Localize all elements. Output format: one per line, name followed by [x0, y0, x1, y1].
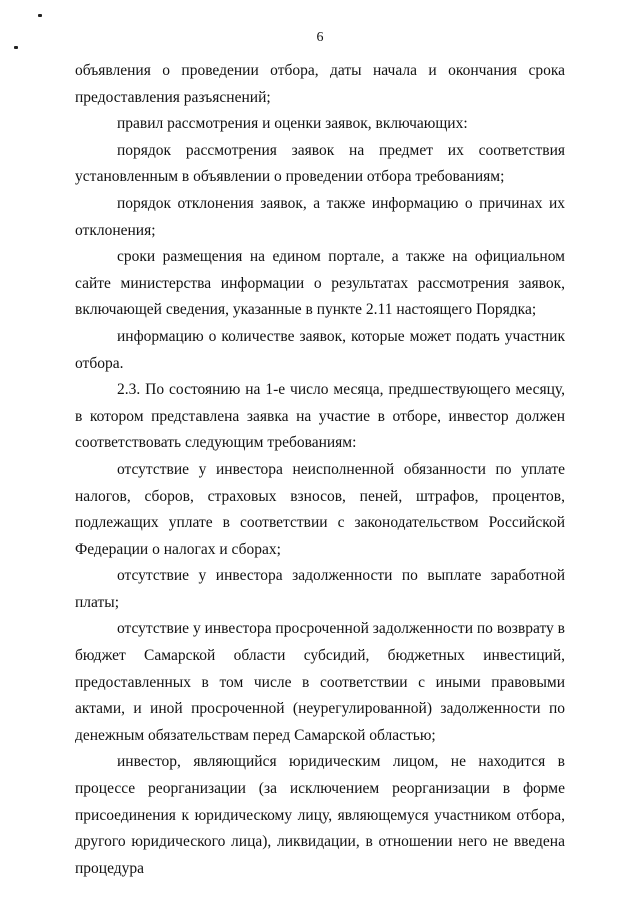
- scan-speck: [38, 14, 42, 17]
- paragraph: отсутствие у инвестора неисполненной обязанности по уплате налогов, сборов, страховых взносов, пеней, штрафов, процентов, подлежащих уплате в соответствии с законодательством Российской Федерации о налогах и сборах;: [75, 460, 565, 558]
- paragraph: отсутствие у инвестора задолженности по выплате заработной платы;: [75, 567, 565, 611]
- paragraph: правил рассмотрения и оценки заявок, включающих:: [117, 115, 468, 133]
- section-2-3-paragraph: 2.3. По состоянию на 1-е число месяца, предшествующего месяцу, в котором представлена заявка на участие в отборе, инвестор должен соответствовать следующим требованиям:: [75, 381, 565, 452]
- paragraph: порядок рассмотрения заявок на предмет их соответствия установленным в объявлении о проведении отбора требованиям;: [75, 141, 565, 186]
- paragraph: порядок отклонения заявок, а также информацию о причинах их отклонения;: [75, 194, 565, 239]
- document-body: [75, 58, 565, 882]
- paragraph: объявления о проведении отбора, даты начала и окончания срока предоставления разъяснений;: [75, 62, 565, 106]
- paragraph: информацию о количестве заявок, которые может подать участник отбора.: [75, 327, 565, 372]
- scan-speck: [14, 46, 18, 49]
- page-number: 6: [316, 30, 324, 45]
- paragraph: сроки размещения на едином портале, а также на официальном сайте министерства информации о результатах рассмотрения заявок, включающей сведения, указанные в пункте 2.11 настоящего Порядка;: [75, 248, 565, 319]
- paragraph: инвестор, являющийся юридическим лицом, не находится в процессе реорганизации (за исключением реорганизации в форме присоединения к юридическому лицу, являющемуся участником отбора, другого юридического лица), ликвидации, в отношении него не введена процедура: [75, 753, 565, 877]
- paragraph: отсутствие у инвестора просроченной задолженности по возврату в бюджет Самарской области субсидий, бюджетных инвестиций, предоставленных в том числе в соответствии с иными правовыми актами, и иной просроченной (неурегулированной) задолженности по денежным обязательствам перед Самарской областью;: [75, 620, 565, 744]
